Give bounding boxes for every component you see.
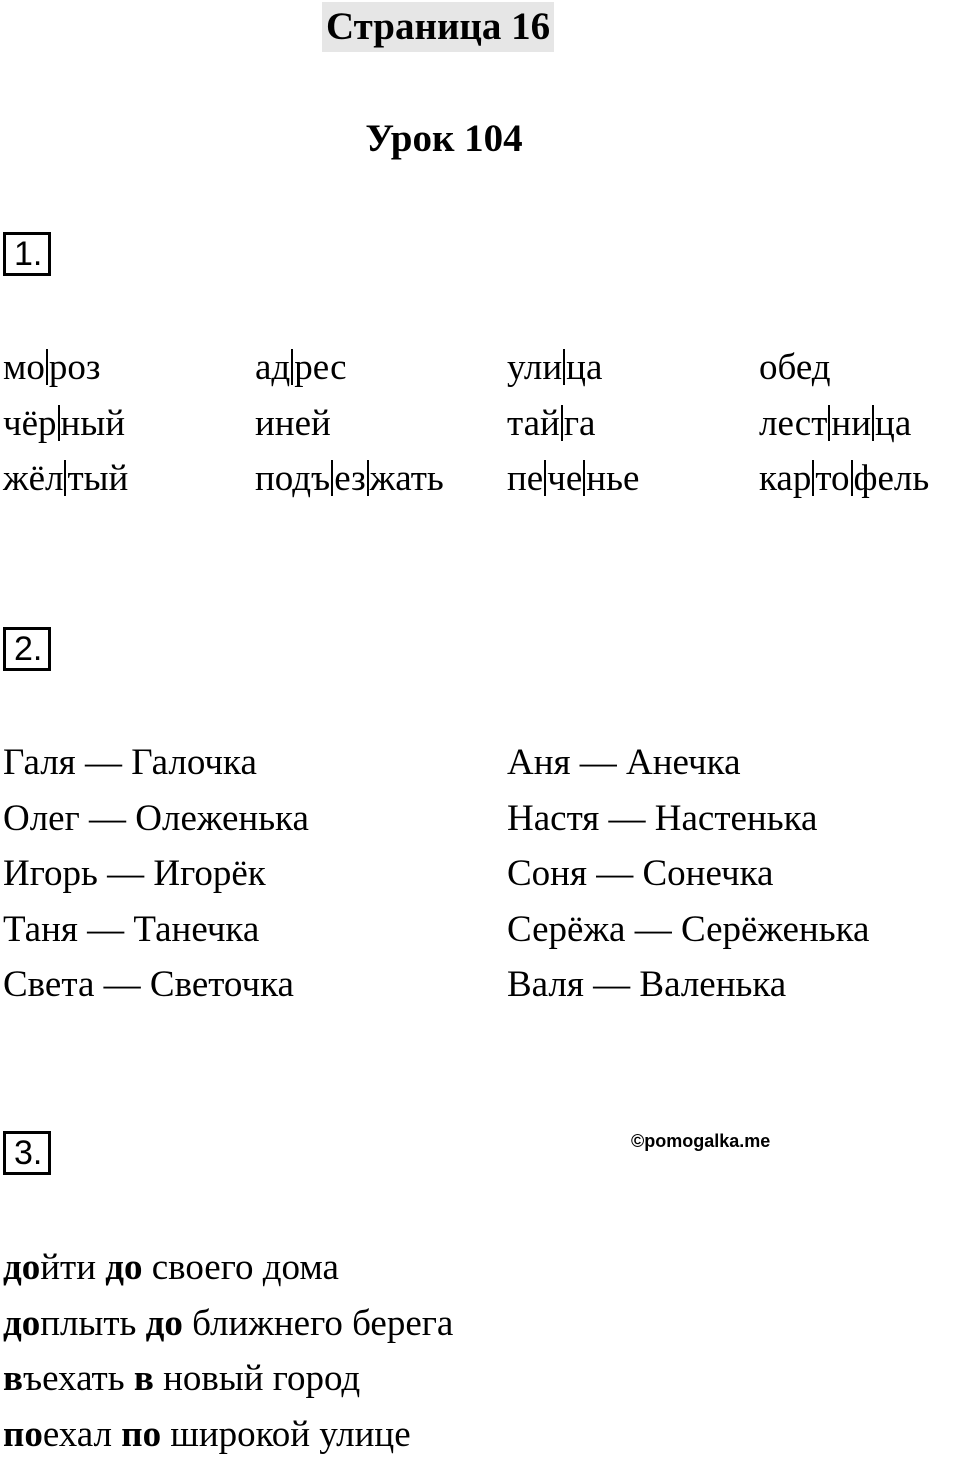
syllable: га: [564, 403, 596, 444]
syllable-divider: [291, 349, 293, 385]
syllable: ца: [875, 403, 911, 444]
name-pair: Таня — Танечка: [3, 902, 507, 958]
syllable: подъ: [255, 458, 330, 499]
syllable-word: [759, 340, 960, 396]
highlighted-part: до: [146, 1303, 183, 1344]
syllable-word: [507, 340, 759, 396]
name-pair-row: [3, 735, 960, 791]
name-pair: Игорь — Игорёк: [3, 846, 507, 902]
syllable: иней: [255, 403, 331, 444]
name-pair: Аня — Анечка: [507, 735, 960, 791]
task-3-phrases: [3, 1240, 453, 1462]
page-title: Страница 16: [322, 2, 554, 52]
syllable-divider: [563, 349, 565, 385]
phrase-text: широкой улице: [161, 1414, 411, 1455]
syllable: ад: [255, 347, 290, 388]
highlighted-part: до: [3, 1303, 40, 1344]
word-row: [3, 340, 960, 396]
task-3-number: 3.: [3, 1131, 51, 1175]
syllable-divider: [851, 460, 853, 496]
syllable-divider: [872, 405, 874, 441]
phrase-text: ближнего берега: [183, 1303, 454, 1344]
syllable: обед: [759, 347, 831, 388]
phrase-text: ехал: [43, 1414, 121, 1455]
syllable: жать: [370, 458, 444, 499]
syllable: кар: [759, 458, 811, 499]
word-row: [3, 451, 960, 507]
syllable: че: [547, 458, 582, 499]
syllable-divider: [544, 460, 546, 496]
highlighted-part: по: [121, 1414, 161, 1455]
highlighted-part: по: [3, 1414, 43, 1455]
name-pair: Света — Светочка: [3, 957, 507, 1013]
phrase-text: своего дома: [142, 1247, 338, 1288]
task-1-number: 1.: [3, 232, 51, 276]
name-pair-row: [3, 957, 960, 1013]
syllable: рес: [294, 347, 346, 388]
phrase-line: [3, 1296, 453, 1352]
syllable-word: [3, 340, 255, 396]
phrase-text: новый город: [154, 1358, 360, 1399]
syllable-divider: [58, 405, 60, 441]
phrase-line: [3, 1240, 453, 1296]
highlighted-part: в: [134, 1358, 154, 1399]
watermark: ©pomogalka.me: [631, 1131, 770, 1152]
name-pair: Настя — Настенька: [507, 791, 960, 847]
syllable-word: [3, 451, 255, 507]
task-2-name-pairs: [3, 735, 960, 1013]
name-pair: Соня — Сонечка: [507, 846, 960, 902]
phrase-line: [3, 1351, 453, 1407]
name-pair-row: [3, 791, 960, 847]
syllable: ули: [507, 347, 562, 388]
syllable: фель: [854, 458, 930, 499]
syllable-divider: [561, 405, 563, 441]
syllable: пе: [507, 458, 543, 499]
highlighted-part: в: [3, 1358, 23, 1399]
syllable-divider: [583, 460, 585, 496]
syllable: роз: [49, 347, 101, 388]
name-pair: Олег — Олеженька: [3, 791, 507, 847]
syllable: ный: [61, 403, 125, 444]
highlighted-part: до: [3, 1247, 40, 1288]
phrase-text: ъехать: [23, 1358, 134, 1399]
name-pair-row: [3, 846, 960, 902]
syllable-word: [255, 451, 507, 507]
syllable-word: [507, 396, 759, 452]
syllable-word: [759, 451, 960, 507]
syllable-word: [255, 340, 507, 396]
syllable: то: [815, 458, 849, 499]
name-pair-row: [3, 902, 960, 958]
phrase-line: [3, 1407, 453, 1462]
word-row: [3, 396, 960, 452]
syllable-word: [507, 451, 759, 507]
syllable: тай: [507, 403, 560, 444]
name-pair: Валя — Валенька: [507, 957, 960, 1013]
name-pair: Серёжа — Серёженька: [507, 902, 960, 958]
name-pair: Галя — Галочка: [3, 735, 507, 791]
syllable: ца: [566, 347, 602, 388]
syllable-divider: [367, 460, 369, 496]
syllable: ни: [831, 403, 871, 444]
lesson-title: Урок 104: [0, 115, 888, 163]
phrase-text: йти: [40, 1247, 105, 1288]
syllable: мо: [3, 347, 45, 388]
syllable-word: [3, 396, 255, 452]
syllable: чёр: [3, 403, 57, 444]
syllable-divider: [331, 460, 333, 496]
syllable-word: [255, 396, 507, 452]
syllable: тый: [67, 458, 128, 499]
syllable-divider: [46, 349, 48, 385]
task-1-word-grid: [3, 340, 960, 507]
phrase-text: плыть: [40, 1303, 145, 1344]
highlighted-part: до: [105, 1247, 142, 1288]
syllable: ез: [334, 458, 366, 499]
syllable: лест: [759, 403, 827, 444]
syllable-word: [759, 396, 960, 452]
syllable: нье: [586, 458, 639, 499]
task-2-number: 2.: [3, 627, 51, 671]
syllable: жёл: [3, 458, 63, 499]
